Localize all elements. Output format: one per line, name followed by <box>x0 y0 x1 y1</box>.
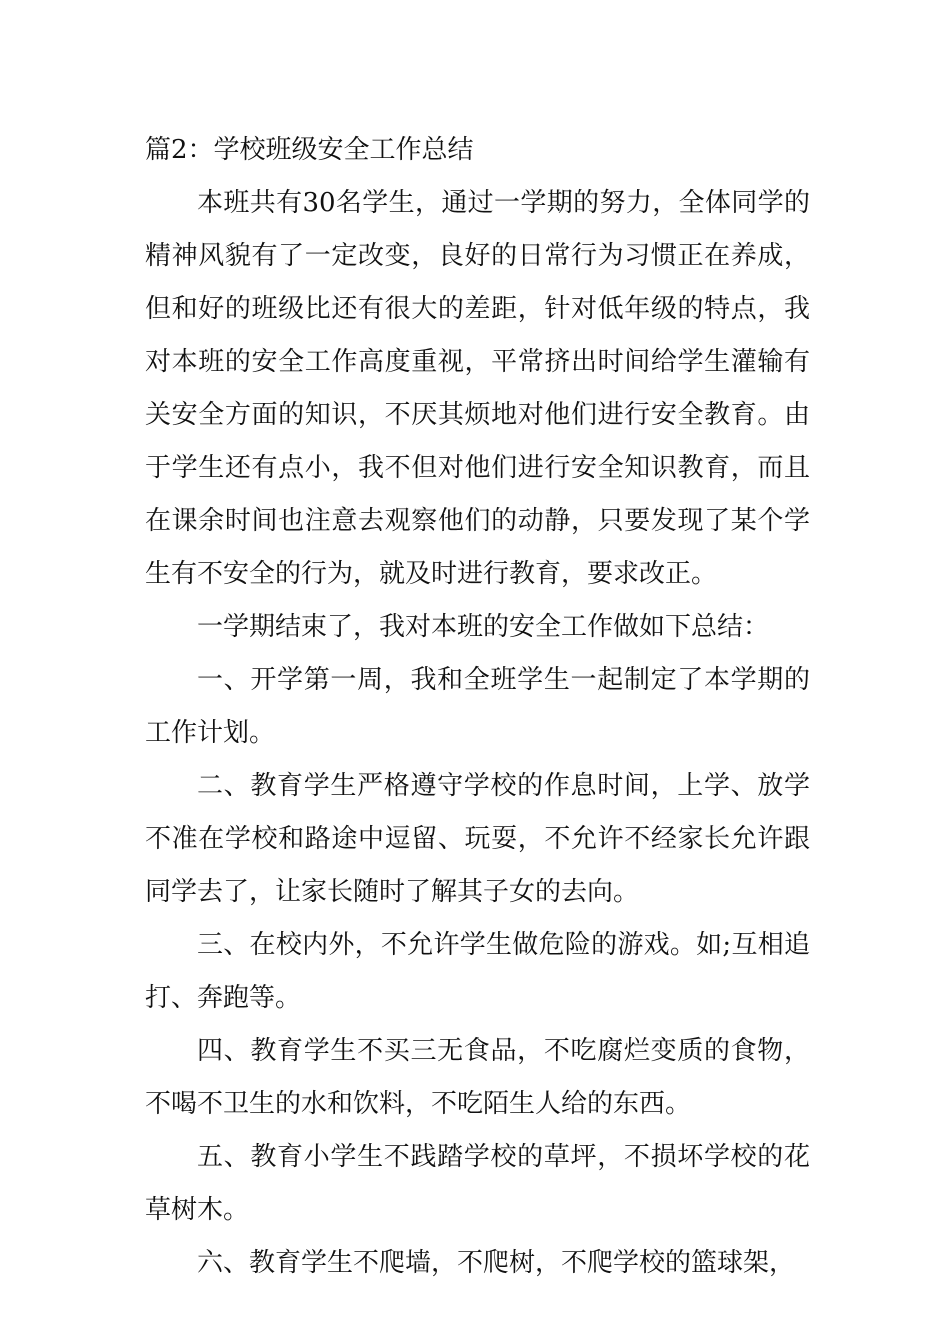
paragraph-item-5: 五、教育小学生不践踏学校的草坪，不损坏学校的花草树木。 <box>145 1142 810 1225</box>
paragraph-item-4: 四、教育学生不买三无食品，不吃腐烂变质的食物，不喝不卫生的水和饮料，不吃陌生人给的东西。 <box>145 1036 810 1119</box>
paragraph-item-6: 六、教育学生不爬墙，不爬树，不爬学校的篮球架， <box>197 1248 796 1278</box>
paragraph-summary-lead: 一学期结束了，我对本班的安全工作做如下总结： <box>197 612 770 642</box>
paragraph-intro: 本班共有30名学生，通过一学期的努力，全体同学的精神风貌有了一定改变，良好的日常行为习惯正在养成，但和好的班级比还有很大的差距，针对低年级的特点，我对本班的安全工作高度重视，平常挤出时间给学生灌输有关安全方面的知识，不厌其烦地对他们进行安全教育。由于学生还有点小，我不但对他们进行安全知识教育，而且在课余时间也注意去观察他们的动静，只要发现了某个学生有不安全的行为，就及时进行教育，要求改正。 <box>145 188 810 589</box>
document-title: 篇2：学校班级安全工作总结 <box>145 135 474 165</box>
document-body <box>145 124 810 1290</box>
paragraph-item-3: 三、在校内外，不允许学生做危险的游戏。如;互相追打、奔跑等。 <box>145 930 810 1013</box>
paragraph-item-2: 二、教育学生严格遵守学校的作息时间，上学、放学不准在学校和路途中逗留、玩耍，不允许不经家长允许跟同学去了，让家长随时了解其子女的去向。 <box>145 771 810 907</box>
paragraph-item-1: 一、开学第一周，我和全班学生一起制定了本学期的工作计划。 <box>145 665 810 748</box>
